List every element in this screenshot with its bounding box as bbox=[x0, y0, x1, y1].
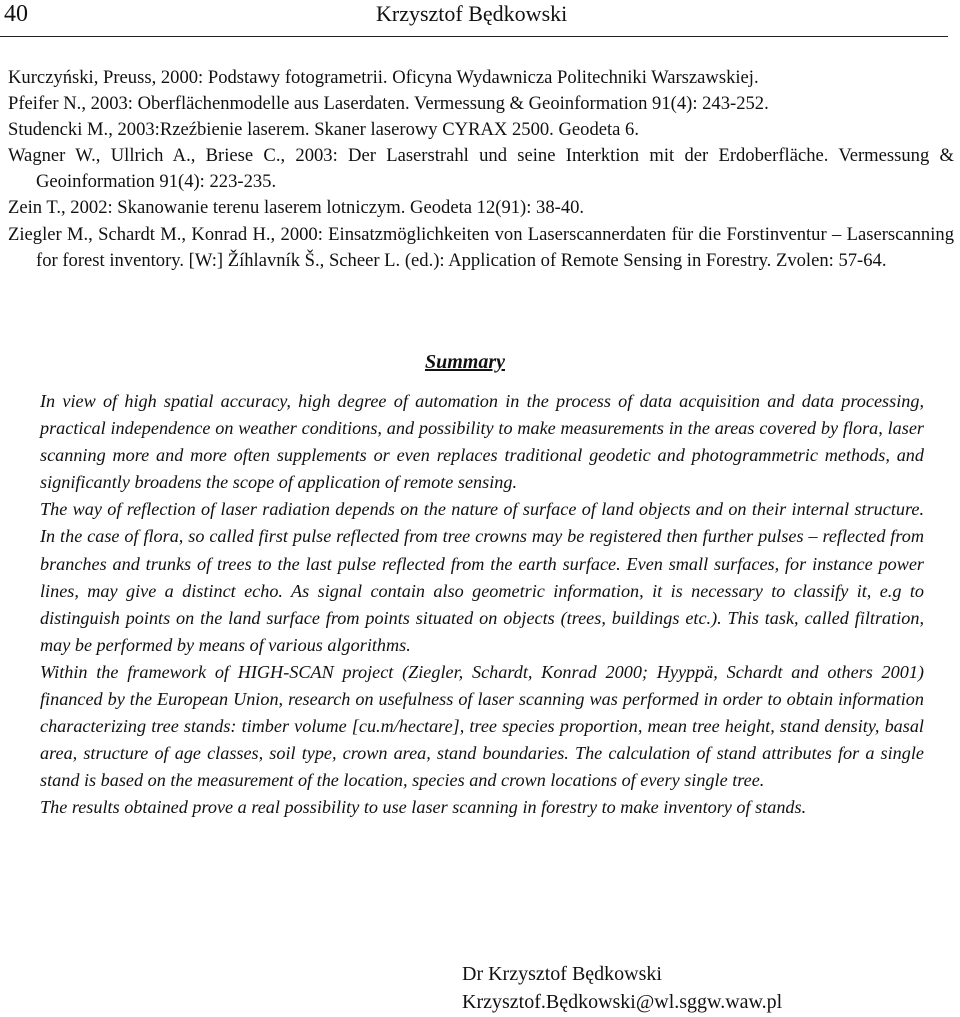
page-header bbox=[0, 0, 948, 37]
page-number: 40 bbox=[4, 1, 28, 27]
reference-item: Ziegler M., Schardt M., Konrad H., 2000: Einsatzmöglichkeiten von Laserscannerdaten für die Forstinventur – Laserscanning for forest inventory. [W:] Žíhlavník Š., Scheer L. (ed.): Application of Remote Sensing in Forestry. Zvolen: 57-64. bbox=[8, 223, 954, 271]
reference-item: Studencki M., 2003:Rzeźbienie laserem. Skaner laserowy CYRAX 2500. Geodeta 6. bbox=[8, 119, 640, 141]
summary-paragraph: In view of high spatial accuracy, high degree of automation in the process of data acquisition and data processing, practical independence on weather conditions, and possibility to make measurements in the areas covered by flora, laser scanning more and more often supplements or even replaces traditional geodetic and photogrammetric methods, and significantly broadens the scope of application of remote sensing. bbox=[40, 391, 924, 493]
summary-heading: Summary bbox=[424, 351, 506, 373]
summary-paragraph: The results obtained prove a real possibility to use laser scanning in forestry to make inventory of stands. bbox=[40, 797, 807, 818]
author-name: Dr Krzysztof Będkowski bbox=[462, 963, 662, 985]
reference-item: Pfeifer N., 2003: Oberflächenmodelle aus Laserdaten. Vermessung & Geoinformation 91(4): 243-252. bbox=[8, 93, 769, 115]
author-signature bbox=[462, 960, 782, 1016]
references-list bbox=[8, 65, 954, 274]
summary-body bbox=[40, 388, 924, 822]
summary-paragraph: Within the framework of HIGH-SCAN project (Ziegler, Schardt, Konrad 2000; Hyyppä, Schardt and others 2001) financed by the European Union, research on usefulness of laser scanning was performed in order to obtain information characterizing tree stands: timber volume [cu.m/hectare], tree species proportion, mean tree height, stand density, basal area, structure of age classes, soil type, crown area, stand boundaries. The calculation of stand attributes for a single stand is based on the measurement of the location, species and crown locations of every single tree. bbox=[40, 661, 924, 791]
reference-item: Wagner W., Ullrich A., Briese C., 2003: Der Laserstrahl und seine Interktion mit der Erdoberfläche. Vermessung & Geoinformation 91(4): 223-235. bbox=[8, 145, 954, 193]
reference-item: Kurczyński, Preuss, 2000: Podstawy fotogrametrii. Oficyna Wydawnicza Politechniki Warszawskiej. bbox=[8, 67, 759, 88]
running-head: Krzysztof Będkowski bbox=[376, 1, 568, 26]
summary-paragraph: The way of reflection of laser radiation depends on the nature of surface of land objects and on their internal structure. In the case of flora, so called first pulse reflected from tree crowns may be registered then further pulses – reflected from branches and trunks of trees to the last pulse reflected from the earth surface. Even small surfaces, for instance power lines, may give a distinct echo. As signal contain also geometric information, it is necessary to classify it, e.g to distinguish points on the land surface from points situated on objects (trees, buildings etc.). This task, called filtration, may be performed by means of various algorithms. bbox=[40, 499, 924, 655]
author-email: Krzysztof.Będkowski@wl.sggw.waw.pl bbox=[462, 991, 783, 1013]
reference-item: Zein T., 2002: Skanowanie terenu laserem lotniczym. Geodeta 12(91): 38-40. bbox=[8, 197, 585, 219]
